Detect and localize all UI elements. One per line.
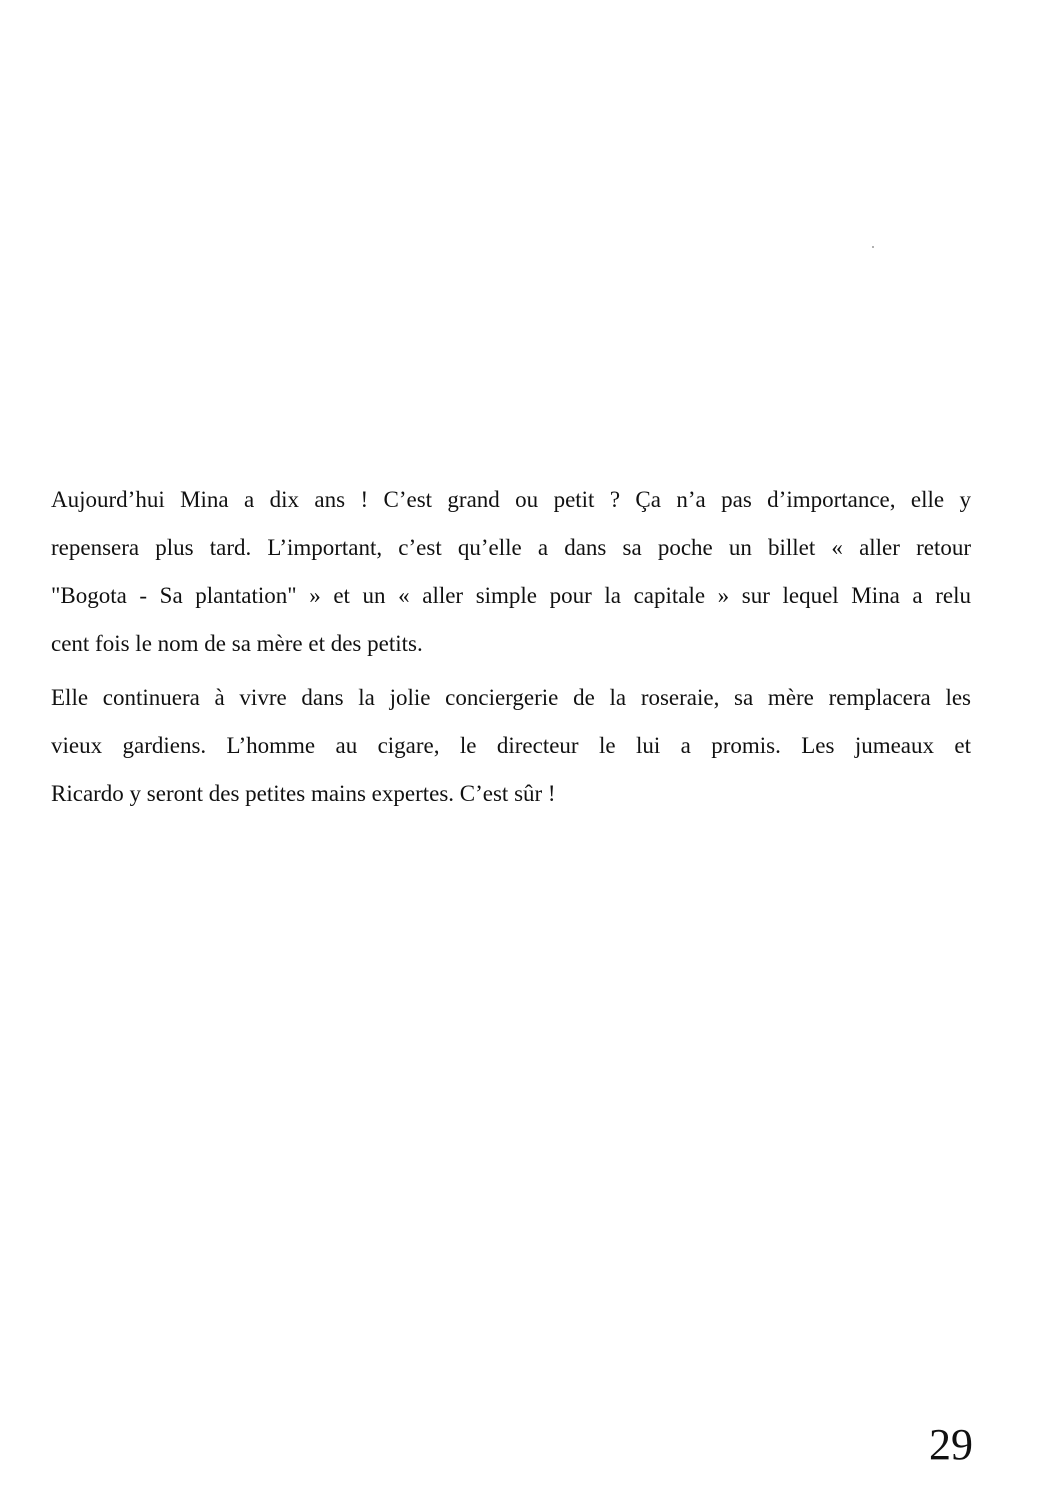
paragraph-2 <box>51 674 971 818</box>
text-line: Ricardo y seront des petites mains expertes. C’est sûr ! <box>51 781 556 806</box>
body-text <box>51 476 971 818</box>
scan-speck <box>872 246 874 248</box>
paragraph-1 <box>51 476 971 668</box>
text-line: cent fois le nom de sa mère et des petits. <box>51 631 423 656</box>
text-line: repensera plus tard. L’important, c’est qu’elle a dans sa poche un billet « aller retour <box>51 535 971 560</box>
text-line: "Bogota - Sa plantation" » et un « aller simple pour la capitale » sur lequel Mina a relu <box>51 583 971 608</box>
text-line: Elle continuera à vivre dans la jolie conciergerie de la roseraie, sa mère remplacera les <box>51 685 971 710</box>
text-line: vieux gardiens. L’homme au cigare, le directeur le lui a promis. Les jumeaux et <box>51 733 971 758</box>
page-number: 29 <box>929 1420 973 1469</box>
text-line: Aujourd’hui Mina a dix ans ! C’est grand ou petit ? Ça n’a pas d’importance, elle y <box>51 487 971 512</box>
